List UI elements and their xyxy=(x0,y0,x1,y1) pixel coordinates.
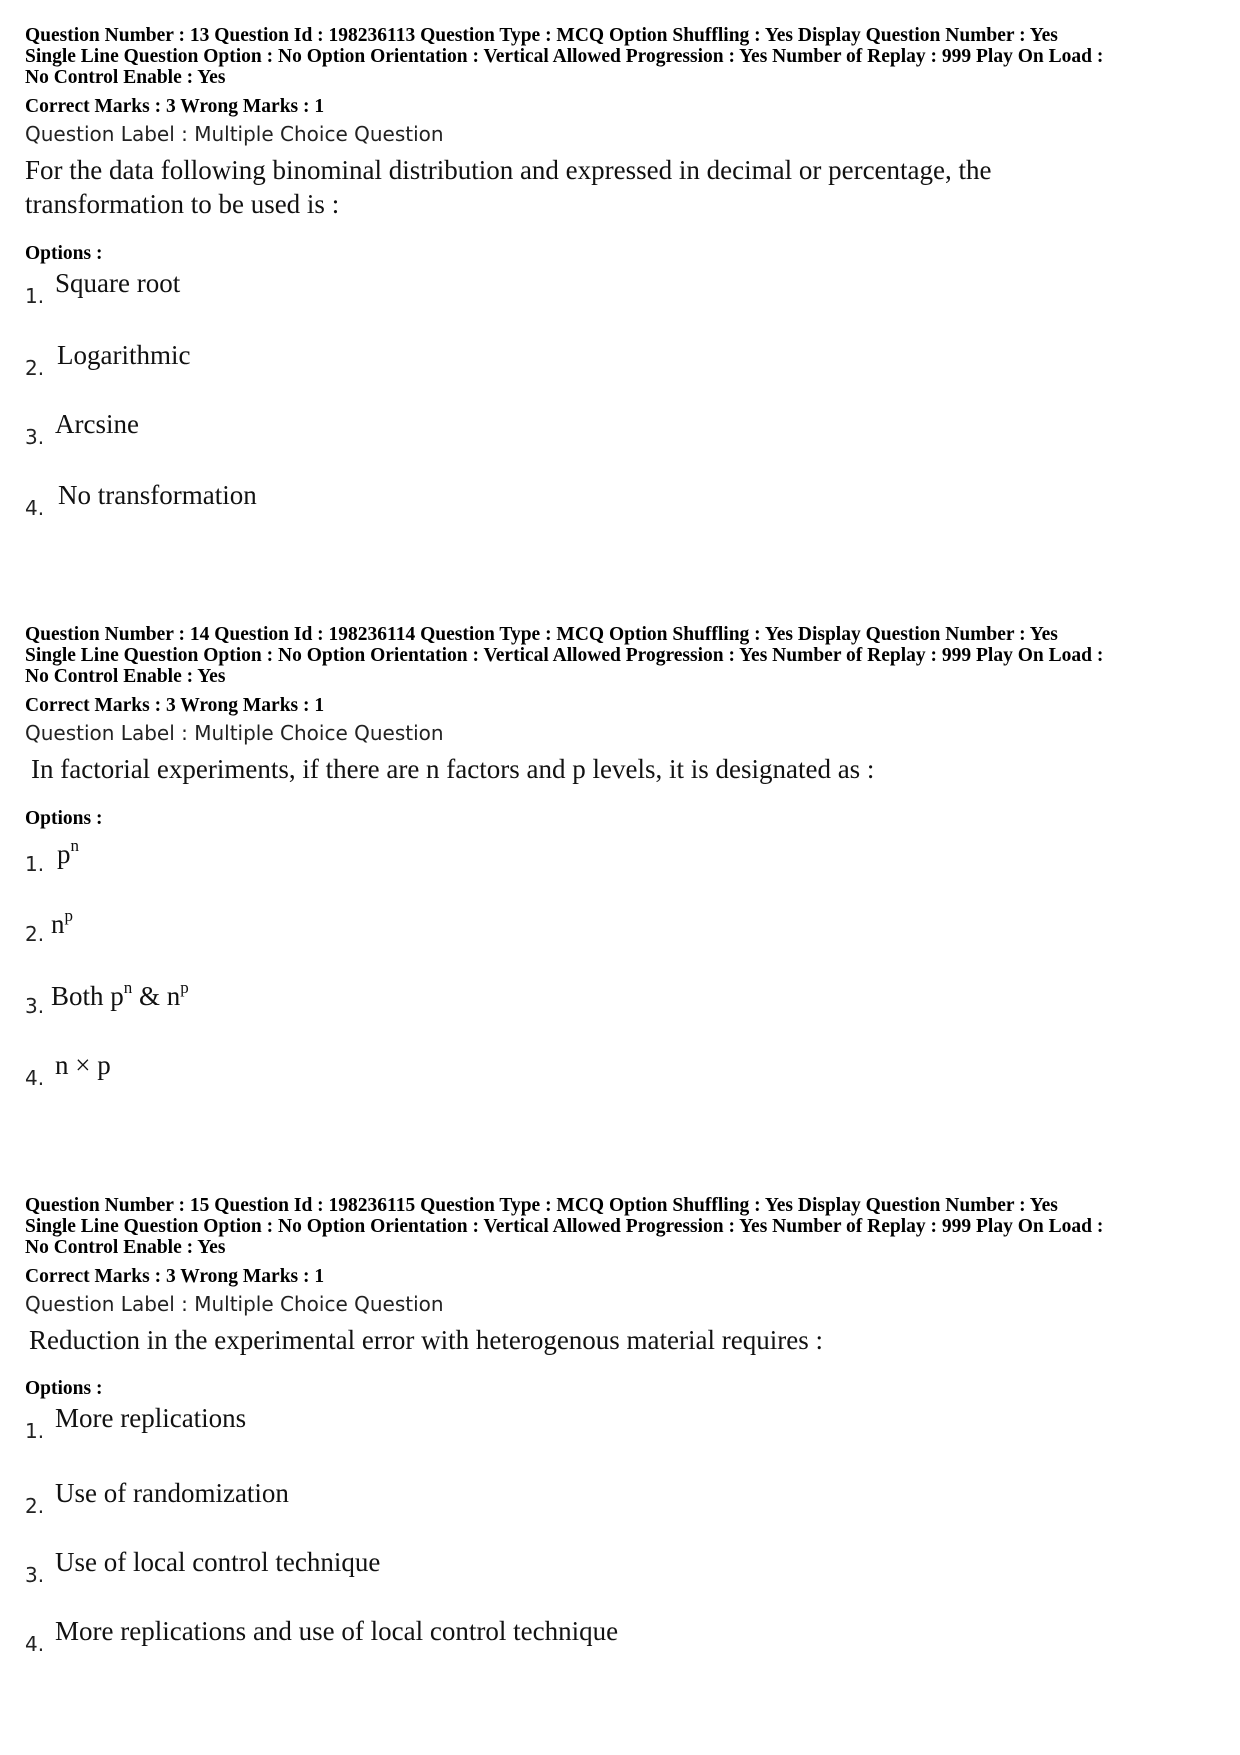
option-number: 1. xyxy=(25,1419,45,1443)
option-superscript: p xyxy=(180,978,189,997)
option-number: 3. xyxy=(25,1563,45,1587)
option-base: p xyxy=(110,981,124,1011)
option-4[interactable] xyxy=(25,1050,925,1120)
meta-line: Single Line Question Option : No Option Orientation : Vertical Allowed Progression : Yes Number of Replay : 999 Play On Load : xyxy=(25,1216,1104,1237)
option-3[interactable] xyxy=(25,409,925,479)
question-text-line: For the data following binominal distribution and expressed in decimal or percentage, the xyxy=(25,155,992,185)
option-text: Square root xyxy=(55,268,181,298)
option-2[interactable] xyxy=(25,340,925,410)
option-number: 2. xyxy=(25,356,45,380)
meta-line: Question Number : 14 Question Id : 198236114 Question Type : MCQ Option Shuffling : Yes Display Question Number : Yes xyxy=(25,624,1058,645)
option-text: More replications xyxy=(55,1403,247,1433)
option-text: n × p xyxy=(55,1050,111,1080)
option-number: 1. xyxy=(25,852,45,876)
option-3[interactable] xyxy=(25,1547,925,1617)
options-heading: Options : xyxy=(25,1378,103,1399)
option-prefix: Both xyxy=(51,981,111,1011)
option-text: Use of local control technique xyxy=(55,1547,381,1577)
option-joiner: & xyxy=(132,981,167,1011)
option-text xyxy=(51,978,189,1012)
question-text-line: In factorial experiments, if there are n factors and p levels, it is designated as : xyxy=(31,754,875,784)
question-label: Question Label : Multiple Choice Question xyxy=(25,122,444,146)
option-number: 1. xyxy=(25,284,45,308)
question-text xyxy=(25,153,1220,221)
meta-line: Single Line Question Option : No Option Orientation : Vertical Allowed Progression : Yes Number of Replay : 999 Play On Load : xyxy=(25,46,1104,67)
option-3[interactable] xyxy=(25,978,925,1048)
question-block-15 xyxy=(25,1195,1220,1656)
meta-line: No Control Enable : Yes xyxy=(25,1237,226,1258)
option-base: p xyxy=(57,839,71,869)
question-meta xyxy=(25,25,1220,88)
question-block-14 xyxy=(25,624,1220,1090)
meta-line: Single Line Question Option : No Option Orientation : Vertical Allowed Progression : Yes Number of Replay : 999 Play On Load : xyxy=(25,645,1104,666)
option-base: n xyxy=(166,981,181,1011)
option-number: 2. xyxy=(25,922,45,946)
option-text: Logarithmic xyxy=(57,340,191,370)
question-text xyxy=(25,752,1220,786)
options-heading: Options : xyxy=(25,808,103,829)
question-block-13 xyxy=(25,25,1220,520)
option-superscript: p xyxy=(64,906,73,925)
question-meta xyxy=(25,1195,1220,1258)
option-4[interactable] xyxy=(25,480,925,550)
question-label: Question Label : Multiple Choice Question xyxy=(25,1292,444,1316)
option-1[interactable] xyxy=(25,268,925,338)
question-text-line: transformation to be used is : xyxy=(25,189,340,219)
question-text-line: Reduction in the experimental error with heterogenous material requires : xyxy=(29,1325,823,1355)
meta-line: No Control Enable : Yes xyxy=(25,67,226,88)
option-4[interactable] xyxy=(25,1616,925,1686)
question-label: Question Label : Multiple Choice Question xyxy=(25,721,444,745)
option-number: 3. xyxy=(25,425,45,449)
question-marks: Correct Marks : 3 Wrong Marks : 1 xyxy=(25,695,325,716)
question-marks: Correct Marks : 3 Wrong Marks : 1 xyxy=(25,1266,325,1287)
option-text: No transformation xyxy=(58,480,257,510)
option-1[interactable] xyxy=(25,836,925,906)
option-1[interactable] xyxy=(25,1403,925,1473)
option-number: 3. xyxy=(25,994,45,1018)
option-number: 2. xyxy=(25,1494,45,1518)
option-2[interactable] xyxy=(25,906,925,976)
option-number: 4. xyxy=(25,1632,45,1656)
option-superscript: n xyxy=(70,836,79,855)
question-marks: Correct Marks : 3 Wrong Marks : 1 xyxy=(25,96,325,117)
option-superscript: n xyxy=(123,978,133,997)
option-text xyxy=(57,836,79,870)
option-text: More replications and use of local control technique xyxy=(55,1616,619,1646)
meta-line: Question Number : 13 Question Id : 198236113 Question Type : MCQ Option Shuffling : Yes Display Question Number : Yes xyxy=(25,25,1058,46)
question-meta xyxy=(25,624,1220,687)
question-text xyxy=(25,1323,1220,1357)
option-text xyxy=(51,906,73,940)
option-base: n xyxy=(51,909,65,939)
option-2[interactable] xyxy=(25,1478,925,1548)
option-text: Arcsine xyxy=(55,409,139,439)
meta-line: Question Number : 15 Question Id : 198236115 Question Type : MCQ Option Shuffling : Yes Display Question Number : Yes xyxy=(25,1195,1058,1216)
option-text: Use of randomization xyxy=(55,1478,289,1508)
option-number: 4. xyxy=(25,1066,45,1090)
meta-line: No Control Enable : Yes xyxy=(25,666,226,687)
options-heading: Options : xyxy=(25,243,103,264)
option-number: 4. xyxy=(25,496,45,520)
